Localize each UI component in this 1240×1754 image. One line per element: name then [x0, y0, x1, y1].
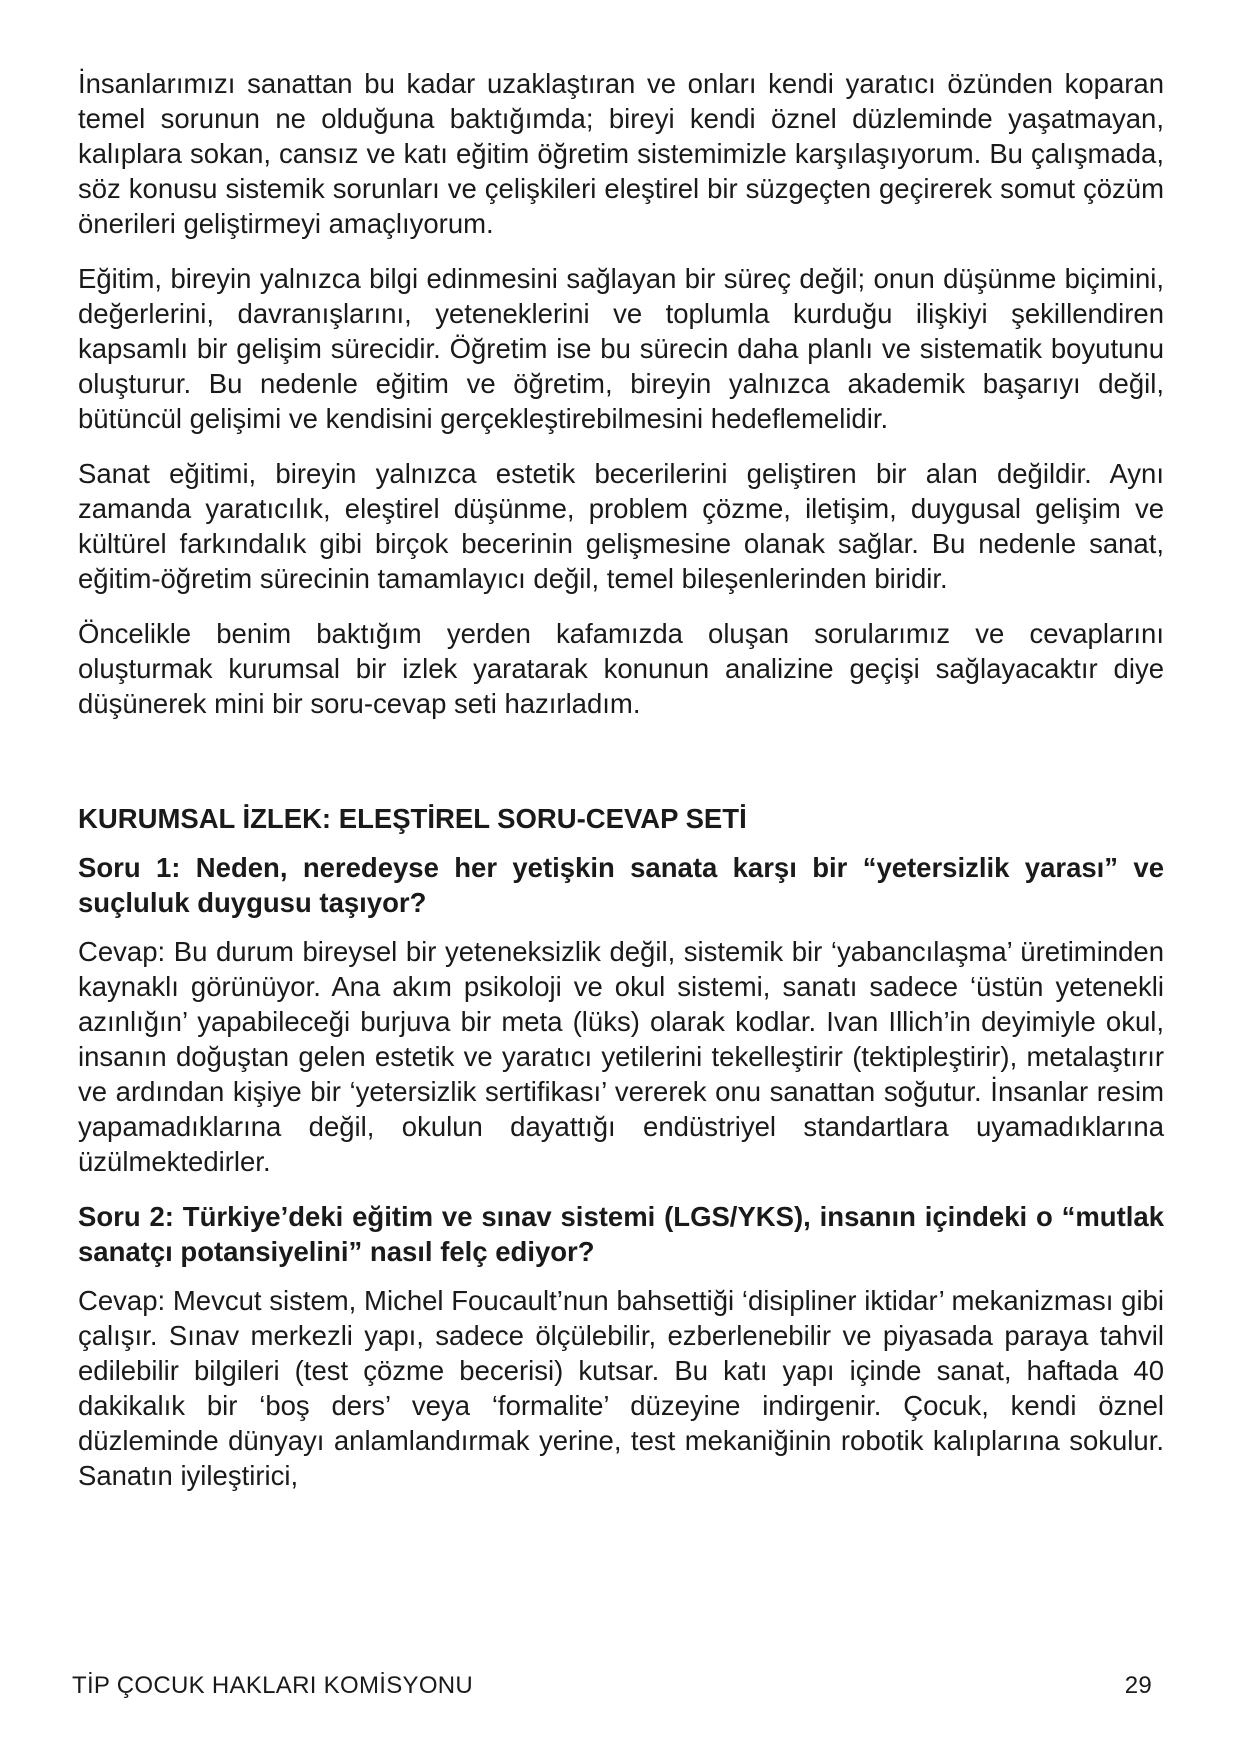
body-paragraph: İnsanlarımızı sanattan bu kadar uzaklaştıran ve onları kendi yaratıcı özünden koparan temel sorunun ne olduğuna baktığımda; bireyi kendi öznel düzleminde yaşatmayan, kalıplara sokan, cansız ve katı eğitim öğretim sistemimizle karşılaşıyorum. Bu çalışmada, söz konusu sistemik sorunları ve çelişkileri eleştirel bir süzgeçten geçirerek somut çözüm önerileri geliştirmeyi amaçlıyorum. [78, 68, 1164, 239]
page-footer [72, 1672, 1152, 1700]
page-content [78, 66, 1164, 1513]
body-paragraph: Eğitim, bireyin yalnızca bilgi edinmesini sağlayan bir süreç değil; onun düşünme biçimini, değerlerini, davranışlarını, yeteneklerini ve toplumla kurduğu ilişkiyi şekillendiren kapsamlı bir gelişim sürecidir. Öğretim ise bu sürecin daha planlı ve sistematik boyutunu oluşturur. Bu nedenle eğitim ve öğretim, bireyin yalnızca akademik başarıyı değil, bütüncül gelişimi ve kendisini gerçekleştirebilmesini hedeflemelidir. [78, 263, 1164, 434]
body-paragraph: Öncelikle benim baktığım yerden kafamızda oluşan sorularımız ve cevaplarını oluşturmak kurumsal bir izlek yaratarak konunun analizine geçişi sağlayacaktır diye düşünerek mini bir soru-cevap seti hazırladım. [78, 618, 1164, 719]
page-number: 29 [1124, 1672, 1152, 1699]
body-paragraph: Sanat eğitimi, bireyin yalnızca estetik becerilerini geliştiren bir alan değildir. Aynı zamanda yaratıcılık, eleştirel düşünme, problem çözme, iletişim, duygusal gelişim ve kültürel farkındalık gibi birçok becerinin gelişmesine olanak sağlar. Bu nedenle sanat, eğitim-öğretim sürecinin tamamlayıcı değil, temel bileşenlerinden biridir. [78, 458, 1164, 594]
publisher-name: TİP ÇOCUK HAKLARI KOMİSYONU [72, 1672, 474, 1699]
section-heading: KURUMSAL İZLEK: ELEŞTİREL SORU-CEVAP SETİ [78, 803, 747, 834]
answer-1: Cevap: Bu durum bireysel bir yeteneksizlik değil, sistemik bir ‘yabancılaşma’ üretiminden kaynaklı görünüyor. Ana akım psikoloji ve okul sistemi, sanatı sadece ‘üstün yetenekli azınlığın’ yapabileceği burjuva bir meta (lüks) olarak kodlar. Ivan Illich’in deyimiyle okul, insanın doğuştan gelen estetik ve yaratıcı yetilerini tekelleştirir (tektipleştirir), metalaştırır ve ardından kişiye bir ‘yetersizlik sertifikası’ vererek onu sanattan soğutur. İnsanlar resim yapamadıklarına değil, okulun dayattığı endüstriyel standartlara uyamadıklarına üzülmektedirler. [78, 936, 1164, 1177]
question-2: Soru 2: Türkiye’deki eğitim ve sınav sistemi (LGS/YKS), insanın içindeki o “mutlak sanatçı potansiyelini” nasıl felç ediyor? [78, 1201, 1164, 1267]
answer-2: Cevap: Mevcut sistem, Michel Foucault’nun bahsettiği ‘disipliner iktidar’ mekanizması gibi çalışır. Sınav merkezli yapı, sadece ölçülebilir, ezberlenebilir ve piyasada paraya tahvil edilebilir bilgileri (test çözme becerisi) kutsar. Bu katı yapı içinde sanat, haftada 40 dakikalık bir ‘boş ders’ veya ‘formalite’ düzeyine indirgenir. Çocuk, kendi öznel düzleminde dünyayı anlamlandırmak yerine, test mekaniğinin robotik kalıplarına sokulur. Sanatın iyileştirici, [78, 1285, 1164, 1491]
question-1: Soru 1: Neden, neredeyse her yetişkin sanata karşı bir “yetersizlik yarası” ve suçluluk duygusu taşıyor? [78, 852, 1164, 918]
